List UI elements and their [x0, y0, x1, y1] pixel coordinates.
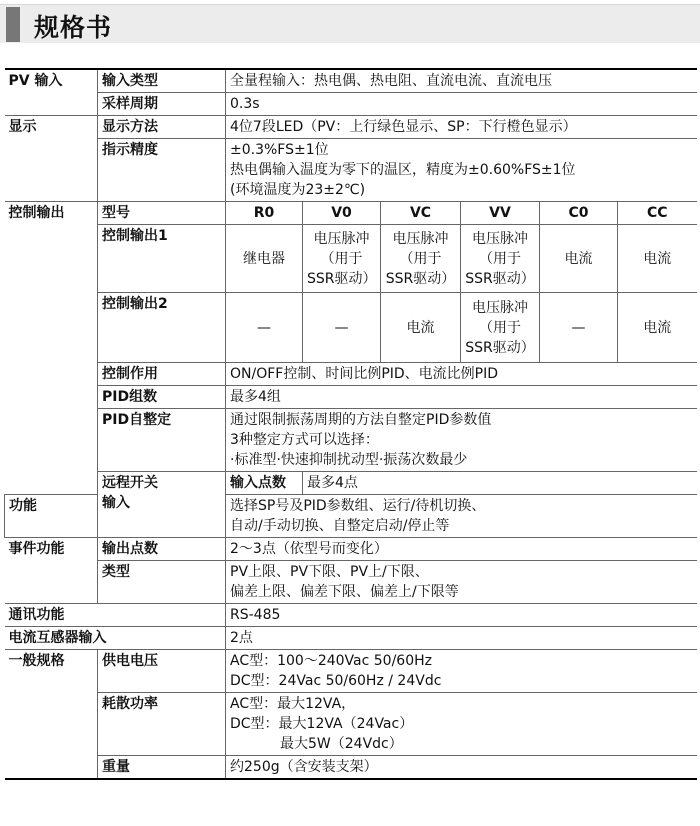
cell-line: 电压脉冲 — [392, 230, 449, 247]
category-event-function: 事件功能 — [5, 538, 98, 604]
label-input-type: 输入类型 — [98, 69, 226, 93]
cell-line: 电压脉冲 — [472, 299, 528, 316]
table-row — [5, 93, 697, 116]
category-control-output: 控制输出 — [5, 202, 98, 495]
cell-line: 继电器 — [243, 250, 285, 267]
cell-line: 电压脉冲 — [313, 230, 370, 247]
cell-line: 电压脉冲 — [472, 230, 528, 247]
value-power-dissipation — [226, 693, 697, 756]
table-row — [5, 363, 697, 386]
cell-line: 电流 — [643, 250, 672, 267]
cell-line: SSR驱动） — [307, 270, 377, 287]
cell-line: （用于 — [479, 250, 521, 267]
model-cc: CC — [618, 202, 697, 225]
value-input-points: 最多4点 — [303, 472, 697, 495]
table-row — [5, 538, 697, 561]
text-line: 热电偶输入温度为零下的温区，精度为±0.60%FS±1位 — [230, 162, 576, 178]
title-accent-bar — [6, 7, 20, 42]
title-bar — [0, 4, 700, 43]
text-line: AC型：最大12VA， — [230, 696, 356, 712]
value-function — [226, 495, 697, 538]
out1-vv — [461, 225, 540, 293]
value-weight: 约250g（含安装支架） — [226, 756, 697, 780]
value-output-points: 2～3点（依型号而变化） — [226, 538, 697, 561]
value-input-type: 全量程输入：热电偶、热电阻、直流电流、直流电压 — [226, 69, 697, 93]
out2-vv — [461, 293, 540, 363]
cell-line: （用于 — [479, 319, 521, 336]
model-vc: VC — [381, 202, 461, 225]
value-pid-groups: 最多4组 — [226, 386, 697, 409]
cell-line: 电流 — [564, 250, 593, 267]
table-row — [5, 561, 697, 604]
model-c0: C0 — [540, 202, 618, 225]
label-accuracy: 指示精度 — [98, 139, 226, 202]
text-line: 通过限制振荡周期的方法自整定PID参数值 — [230, 412, 492, 428]
out2-v0 — [303, 293, 381, 363]
out2-vc — [381, 293, 461, 363]
out1-r0 — [226, 225, 303, 293]
cell-line: （用于 — [320, 250, 363, 267]
cell-line: 电流 — [406, 319, 435, 336]
out2-c0 — [540, 293, 618, 363]
cell-line: SSR驱动） — [465, 270, 535, 287]
out2-r0 — [226, 293, 303, 363]
text-line: PV上限、PV下限、PV上/下限、 — [230, 564, 429, 580]
category-pv-input: PV 输入 — [5, 69, 98, 116]
text-line: 自动/手动切换、自整定启动/停止等 — [230, 518, 450, 534]
value-display-method: 4位7段LED（PV：上行绿色显示、SP：下行橙色显示） — [226, 116, 697, 139]
model-r0: R0 — [226, 202, 303, 225]
text-line: 偏差上限、偏差下限、偏差上/下限等 — [230, 584, 459, 600]
table-row — [5, 293, 697, 363]
label-pid-autotune: PID自整定 — [98, 409, 226, 472]
label-power-dissipation: 耗散功率 — [98, 693, 226, 756]
text-line: DC型：最大12VA（24Vac） — [230, 716, 414, 732]
model-v0: V0 — [303, 202, 381, 225]
value-event-type — [226, 561, 697, 604]
table-row — [5, 693, 697, 756]
label-pid-groups: PID组数 — [98, 386, 226, 409]
cell-line: （用于 — [399, 250, 442, 267]
text-line: (环境温度为23±2℃) — [230, 182, 366, 198]
text-line: DC型：24Vac 50/60Hz / 24Vdc — [230, 673, 442, 689]
table-row — [5, 225, 697, 293]
page-title: 规格书 — [34, 13, 113, 42]
value-accuracy — [226, 139, 697, 202]
cell-line: — — [571, 319, 586, 336]
table-row — [5, 409, 697, 472]
out1-c0 — [540, 225, 618, 293]
text-line: 输入 — [102, 495, 130, 511]
table-row — [5, 472, 697, 495]
value-power-supply — [226, 650, 697, 693]
text-line: AC型：100～240Vac 50/60Hz — [230, 653, 432, 669]
label-model: 型号 — [98, 202, 226, 225]
label-control-output-1: 控制输出1 — [98, 225, 226, 293]
table-row — [5, 627, 697, 650]
table-row — [5, 116, 697, 139]
table-row — [5, 386, 697, 409]
text-line: 远程开关 — [102, 475, 158, 491]
label-function: 功能 — [5, 495, 98, 538]
category-display: 显示 — [5, 116, 98, 202]
text-line: 3种整定方式可以选择： — [230, 432, 379, 448]
value-control-action: ON/OFF控制、时间比例PID、电流比例PID — [226, 363, 697, 386]
label-display-method: 显示方法 — [98, 116, 226, 139]
text-line: 最大5W（24Vdc） — [280, 736, 403, 752]
model-vv: VV — [461, 202, 540, 225]
value-sample-period: 0.3s — [226, 93, 697, 116]
table-row — [5, 202, 697, 225]
label-control-output-2: 控制输出2 — [98, 293, 226, 363]
label-output-points: 输出点数 — [98, 538, 226, 561]
category-ct-input: 电流互感器输入 — [5, 627, 226, 650]
label-sample-period: 采样周期 — [98, 93, 226, 116]
category-general-spec: 一般规格 — [5, 650, 98, 780]
value-communication: RS-485 — [226, 604, 697, 627]
table-row — [5, 604, 697, 627]
label-power-supply: 供电电压 — [98, 650, 226, 693]
value-pid-autotune — [226, 409, 697, 472]
out2-cc — [618, 293, 697, 363]
spec-table — [4, 68, 697, 780]
table-row — [5, 650, 697, 693]
value-ct-input: 2点 — [226, 627, 697, 650]
table-row — [5, 139, 697, 202]
label-weight: 重量 — [98, 756, 226, 780]
out1-v0 — [303, 225, 381, 293]
text-line: 选择SP号及PID参数组、运行/待机切换、 — [230, 498, 486, 514]
cell-line: 电流 — [643, 319, 672, 336]
cell-line: SSR驱动） — [465, 339, 535, 356]
cell-line: — — [257, 319, 271, 336]
category-remote-switch-input — [98, 472, 226, 538]
out1-cc — [618, 225, 697, 293]
label-event-type: 类型 — [98, 561, 226, 604]
table-row — [5, 69, 697, 93]
label-input-points: 输入点数 — [226, 472, 303, 495]
label-control-action: 控制作用 — [98, 363, 226, 386]
text-line: ±0.3%FS±1位 — [230, 142, 329, 158]
table-row — [5, 756, 697, 780]
cell-line: — — [334, 319, 349, 336]
text-line: ·标准型·快速抑制扰动型·振荡次数最少 — [230, 452, 468, 468]
category-communication: 通讯功能 — [5, 604, 226, 627]
cell-line: SSR驱动） — [385, 270, 456, 287]
out1-vc — [381, 225, 461, 293]
